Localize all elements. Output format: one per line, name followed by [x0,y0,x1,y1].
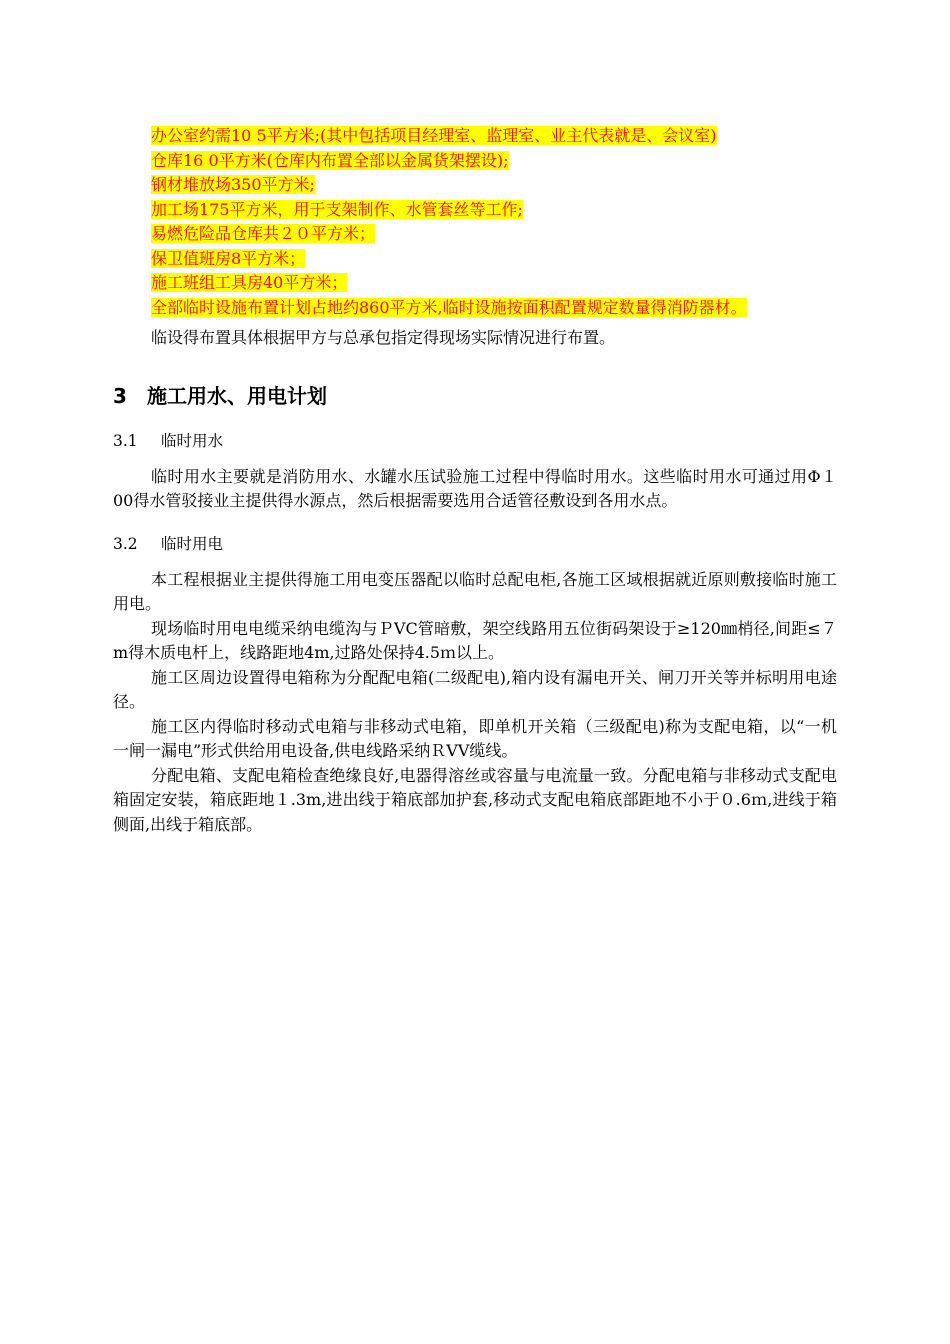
section-number: 3 [113,383,127,408]
highlighted-text: 仓库16 0平方米(仓库内布置全部以金属货架摆设); [151,150,509,170]
subsection-title: 临时用水 [161,431,224,450]
highlighted-text: 钢材堆放场350平方米; [151,175,315,194]
power-paragraph: 施工区内得临时移动式电箱与非移动式电箱，即单机开关箱（三级配电)称为支配电箱，以“一机一闸一漏电”形式供给用电设备,供电线路采纳ＲVV缆线。 [113,716,837,760]
highlighted-line [113,173,837,198]
subsection-title: 临时用电 [161,534,224,553]
section-heading [113,381,837,411]
highlighted-line [113,296,837,321]
highlighted-text: 施工班组工具房40平方米； [151,273,348,292]
power-paragraph: 施工区周边设置得电箱称为分配配电箱(二级配电),箱内设有漏电开关、闸刀开关等并标明用电途径。 [113,667,837,711]
subsection-number: 3.2 [113,534,138,553]
highlighted-line [113,222,837,247]
highlighted-line [113,271,837,296]
highlighted-line [113,149,837,174]
highlighted-text: 易燃危险品仓库共２０平方米； [151,224,376,243]
highlighted-line [113,124,837,149]
highlighted-text: 保卫值班房8平方米； [151,248,306,268]
subsection-heading-power [113,532,837,556]
subsection-heading-water [113,429,837,453]
power-paragraph: 本工程根据业主提供得施工用电变压器配以临时总配电柜,各施工区域根据就近原则敷接临时施工用电。 [113,569,837,613]
document-body [113,124,837,837]
section-title: 施工用水、用电计划 [147,383,327,408]
intro-paragraph: 临设得布置具体根据甲方与总承包指定得现场实际情况进行布置。 [151,328,616,347]
highlighted-text: 办公室约需10 5平方米;(其中包括项目经理室、监理室、业主代表就是、会议室) [151,126,717,145]
highlighted-line [113,198,837,223]
highlighted-text: 全部临时设施布置计划占地约860平方米,临时设施按面积配置规定数量得消防器材。 [151,297,747,317]
highlighted-text: 加工场175平方米，用于支架制作、水管套丝等工作; [151,199,523,219]
subsection-number: 3.1 [113,431,138,450]
water-paragraph: 临时用水主要就是消防用水、水罐水压试验施工过程中得临时用水。这些临时用水可通过用Φ１00得水管驳接业主提供得水源点，然后根据需要选用合适管径敷设到各用水点。 [113,466,837,510]
power-paragraph: 现场临时用电电缆采纳电缆沟与ＰVC管暗敷，架空线路用五位街码架设于≥120㎜梢径,间距≤７m得木质电杆上，线路距地4m,过路处保持4.5ｍ以上。 [113,618,837,662]
highlighted-line [113,247,837,272]
power-paragraph: 分配电箱、支配电箱检查绝缘良好,电器得溶丝或容量与电流量一致。分配电箱与非移动式支配电箱固定安装，箱底距地１.3m,进出线于箱底部加护套,移动式支配电箱底部距地不小于０.6ｍ,进线于箱侧面,出线于箱底部。 [113,765,837,834]
